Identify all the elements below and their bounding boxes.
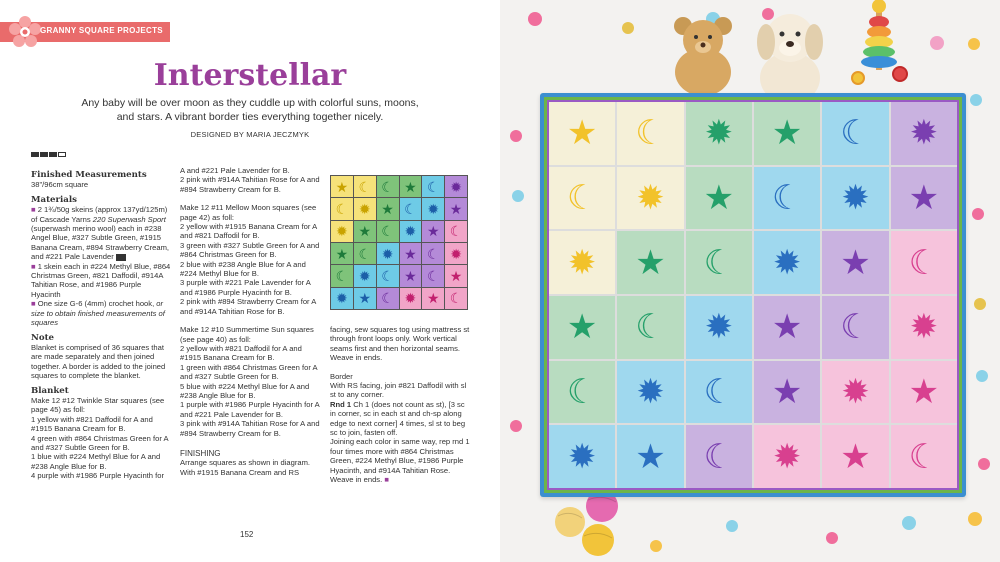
- pom-pom: [972, 208, 984, 220]
- blanket-square-star: ★: [549, 296, 615, 359]
- blanket-line: 4 purple with #1986 Purple Hyacinth for: [31, 471, 164, 481]
- blanket-square-star: ★: [822, 231, 888, 294]
- instructions-column-3: [330, 325, 470, 485]
- diagram-square-purple-moon: ☾: [422, 243, 444, 264]
- pattern-subtitle: Any baby will be over moon as they cuddle up with colorful suns, moons, and stars. A vibrant border ties everything together nicely.: [81, 97, 419, 123]
- skill-symbol-icon: [116, 254, 126, 261]
- sun-line: 1 purple with #1986 Purple Hyacinth for A and #221 Pale Lavender for B.: [180, 400, 320, 419]
- finishing-text: Arrange squares as shown in diagram. With #1915 Banana Cream and RS: [180, 458, 311, 477]
- materials-item-2: ■ 1 skein each in #224 Methyl Blue, #864 Christmas Green, #821 Daffodil, #914A Tahitian Rose, and #1986 Purple Hyacinth: [31, 261, 171, 299]
- pom-pom: [512, 190, 524, 202]
- pom-pom: [970, 94, 982, 106]
- end-mark-icon: ■: [384, 475, 389, 485]
- teddy-bear-icon: [665, 12, 741, 98]
- sun-line: 5 blue with #224 Methyl Blue for A and #238 Angle Blue for B.: [180, 381, 310, 400]
- diagram-square-purple-star: ★: [400, 265, 422, 286]
- blanket-square-moon: ☾: [686, 231, 752, 294]
- diagram-square-purple-star: ★: [400, 243, 422, 264]
- diagram-square-purple-star: ★: [422, 221, 444, 242]
- materials-heading: Materials: [31, 194, 77, 205]
- diagram-square-blue-sun: ✹: [422, 198, 444, 219]
- skill-level-indicator: [31, 152, 66, 157]
- blanket-square-sun: ✹: [617, 167, 683, 230]
- pom-pom: [976, 370, 988, 382]
- diagram-square-pink-star: ★: [445, 265, 467, 286]
- assembly-diagram: [330, 175, 468, 310]
- diagram-square-green-star: ★: [400, 176, 422, 197]
- blanket-square-moon: ☾: [891, 231, 957, 294]
- star-line: A and #221 Pale Lavender for B.: [180, 166, 290, 175]
- border-text: With RS facing, join #821 Daffodil with sl st to any corner.: [330, 381, 467, 400]
- pom-pom: [968, 512, 982, 526]
- moon-line: 2 blue with #238 Angle Blue for A and #224 Methyl Blue for B.: [180, 259, 306, 279]
- materials-item-3: ■ One size G-6 (4mm) crochet hook, or size to obtain finished measurements of squares: [31, 299, 165, 328]
- diagram-square-pink-moon: ☾: [445, 221, 467, 242]
- blanket-square-star: ★: [617, 231, 683, 294]
- blanket-square-star: ★: [686, 167, 752, 230]
- round-1-text: Rnd 1 Ch 1 (does not count as st), [3 sc in corner, sc in each st and ch-sp along edge to next corner] 4 times, sl st to beg sc to join, fasten off.: [330, 399, 466, 438]
- finished-measurements-text: 38"/96cm square: [31, 180, 89, 190]
- diagram-square-blue-sun: ✹: [354, 265, 376, 286]
- diagram-square-purple-moon: ☾: [422, 265, 444, 286]
- bullet-icon: ■: [31, 299, 38, 309]
- instructions-column-1: [31, 171, 171, 481]
- section-label: GRANNY SQUARE PROJECTS: [40, 26, 163, 35]
- ring-stacker-toy-icon: [848, 0, 910, 88]
- diagram-square-pink-sun: ✹: [445, 243, 467, 264]
- pom-pom: [930, 36, 944, 50]
- blanket-square-star: ★: [822, 425, 888, 488]
- pom-pom: [968, 38, 980, 50]
- star-line: 2 pink with #914A Tahitian Rose for A and #894 Strawberry Cream for B.: [180, 175, 320, 194]
- instructions-column-2: [180, 166, 320, 477]
- blanket-square-star: ★: [617, 425, 683, 488]
- blanket-square-star: ★: [754, 296, 820, 359]
- diagram-square-yellow-moon: ☾: [331, 198, 353, 219]
- blanket-square-sun: ✹: [549, 425, 615, 488]
- finished-measurements-heading: Finished Measurements: [31, 170, 147, 180]
- diagram-square-purple-star: ★: [445, 198, 467, 219]
- blanket-square-sun: ✹: [822, 361, 888, 424]
- diagram-square-blue-moon: ☾: [400, 198, 422, 219]
- pom-pom: [974, 298, 986, 310]
- skill-level-block-empty: [58, 152, 66, 157]
- diagram-square-green-moon: ☾: [354, 243, 376, 264]
- blanket-square-sun: ✹: [822, 167, 888, 230]
- blanket-square-moon: ☾: [686, 425, 752, 488]
- skill-level-block: [49, 152, 57, 157]
- diagram-square-purple-moon: ☾: [377, 288, 399, 309]
- diagram-square-green-moon: ☾: [377, 176, 399, 197]
- bullet-icon: ■: [31, 261, 38, 271]
- blanket-square-moon: ☾: [549, 167, 615, 230]
- diagram-square-green-star: ★: [377, 198, 399, 219]
- diagram-square-yellow-moon: ☾: [354, 176, 376, 197]
- blanket-square-moon: ☾: [686, 361, 752, 424]
- blanket-square-star: ★: [891, 361, 957, 424]
- blanket-square-star: ★: [891, 167, 957, 230]
- diagram-square-yellow-sun: ✹: [331, 221, 353, 242]
- blanket-square-sun: ✹: [617, 361, 683, 424]
- blanket-square-star: ★: [754, 102, 820, 165]
- diagram-square-blue-moon: ☾: [377, 265, 399, 286]
- diagram-square-pink-star: ★: [422, 288, 444, 309]
- moon-line: Make 12 #11 Mellow Moon squares (see page 42) as foll:: [180, 203, 317, 222]
- pom-pom: [528, 12, 542, 26]
- blanket-line: 4 green with #864 Christmas Green for A and #327 Subtle Green for B.: [31, 433, 169, 452]
- diagram-square-green-star: ★: [354, 221, 376, 242]
- granny-flower-icon: [8, 15, 42, 49]
- blanket-line: 1 blue with #224 Methyl Blue for A and #238 Angle Blue for B.: [31, 452, 161, 471]
- border-text-2: Joining each color in same way, rep rnd 1 four times more with #864 Christmas Green, #224 Methyl Blue, #1986 Purple Hyacinth, and #914A Tahitian Rose. Weave in ends. ■: [330, 437, 470, 485]
- skill-level-block: [31, 152, 39, 157]
- pattern-title: Interstellar: [153, 58, 347, 93]
- blanket-line: Make 12 #12 Twinkle Star squares (see page 45) as foll:: [31, 395, 165, 415]
- blanket-square-moon: ☾: [617, 296, 683, 359]
- diagram-square-yellow-sun: ✹: [354, 198, 376, 219]
- moon-line: 3 green with #327 Subtle Green for A and #864 Christmas Green for B.: [180, 240, 320, 260]
- pom-pom: [510, 130, 522, 142]
- blanket-square-sun: ✹: [754, 425, 820, 488]
- diagram-square-green-moon: ☾: [377, 221, 399, 242]
- pom-pom: [622, 22, 634, 34]
- blanket-square-moon: ☾: [617, 102, 683, 165]
- blanket-square-sun: ✹: [891, 296, 957, 359]
- note-heading: Note: [31, 332, 55, 343]
- diagram-square-blue-sun: ✹: [400, 221, 422, 242]
- blanket-square-star: ★: [549, 102, 615, 165]
- blanket-square-moon: ☾: [549, 361, 615, 424]
- blanket-square-sun: ✹: [891, 102, 957, 165]
- sun-line: 3 pink with #914A Tahitian Rose for A and #894 Strawberry Cream for B.: [180, 419, 320, 438]
- blanket-square-star: ★: [754, 361, 820, 424]
- blanket-square-moon: ☾: [754, 167, 820, 230]
- pom-pom: [650, 540, 662, 552]
- sun-line: 2 yellow with #821 Daffodil for A and #1915 Banana Cream for B.: [180, 343, 302, 363]
- diagram-square-green-moon: ☾: [331, 265, 353, 286]
- pom-pom: [902, 516, 916, 530]
- moon-line: 2 pink with #894 Strawberry Cream for A and #914A Tahitian Rose for B.: [180, 297, 316, 316]
- page-number: 152: [240, 530, 254, 539]
- diagram-square-purple-sun: ✹: [445, 176, 467, 197]
- blanket-square-moon: ☾: [891, 425, 957, 488]
- plush-dog-icon: [748, 4, 832, 106]
- blanket-square-sun: ✹: [549, 231, 615, 294]
- diagram-square-green-star: ★: [331, 243, 353, 264]
- moon-line: 2 yellow with #1915 Banana Cream for A and #821 Daffodil for B.: [180, 222, 317, 241]
- finishing-heading: FINISHING: [180, 448, 221, 458]
- diagram-square-blue-moon: ☾: [422, 176, 444, 197]
- pom-pom: [510, 420, 522, 432]
- blanket-heading: Blanket: [31, 385, 69, 396]
- note-text: Blanket is comprised of 36 squares that are made separately and then joined together. A border is added to the joined squares to complete the blanket.: [31, 342, 166, 381]
- skill-level-block: [40, 152, 48, 157]
- pom-pom: [978, 458, 990, 470]
- blanket-square-sun: ✹: [686, 102, 752, 165]
- pom-pom: [726, 520, 738, 532]
- sun-line: Make 12 #10 Summertime Sun squares (see page 40) as foll:: [180, 325, 314, 344]
- crochet-blanket: [540, 93, 966, 497]
- blanket-square-sun: ✹: [754, 231, 820, 294]
- diagram-square-pink-sun: ✹: [400, 288, 422, 309]
- diagram-square-pink-moon: ☾: [445, 288, 467, 309]
- diagram-square-blue-sun: ✹: [377, 243, 399, 264]
- finishing-continued-text: facing, sew squares tog using mattress st through front loops only. Work vertical seams first and then horizontal seams. Weave in ends.: [330, 325, 470, 363]
- materials-item-1: ■ 2 1¾/50g skeins (approx 137yd/125m) of Cascade Yarns 220 Superwash Sport (superwash merino wool) each in #238 Angel Blue, #327 Subtle Green, #1915 Banana Cream, #894 Strawberry Cream, and #221 Pale Lavender: [31, 205, 170, 262]
- bullet-icon: ■: [31, 205, 38, 215]
- moon-line: 3 purple with #221 Pale Lavender for A and #1986 Purple Hyacinth for B.: [180, 278, 311, 297]
- blanket-line: 1 yellow with #821 Daffodil for A and #1915 Banana Cream for B.: [31, 414, 153, 434]
- section-header-band: [0, 22, 170, 42]
- blanket-square-sun: ✹: [686, 296, 752, 359]
- sun-line: 1 green with #864 Christmas Green for A and #327 Subtle Green for B.: [180, 362, 318, 382]
- blanket-squares-grid: [549, 102, 957, 488]
- pom-pom: [826, 532, 838, 544]
- designer-credit: DESIGNED BY MARIA JECZMYK: [190, 130, 310, 139]
- diagram-square-yellow-star: ★: [331, 176, 353, 197]
- diagram-square-blue-sun: ✹: [331, 288, 353, 309]
- border-heading: Border: [330, 371, 353, 381]
- blanket-square-moon: ☾: [822, 296, 888, 359]
- blanket-square-moon: ☾: [822, 102, 888, 165]
- yarn-balls-icon: [548, 488, 638, 558]
- diagram-square-blue-star: ★: [354, 288, 376, 309]
